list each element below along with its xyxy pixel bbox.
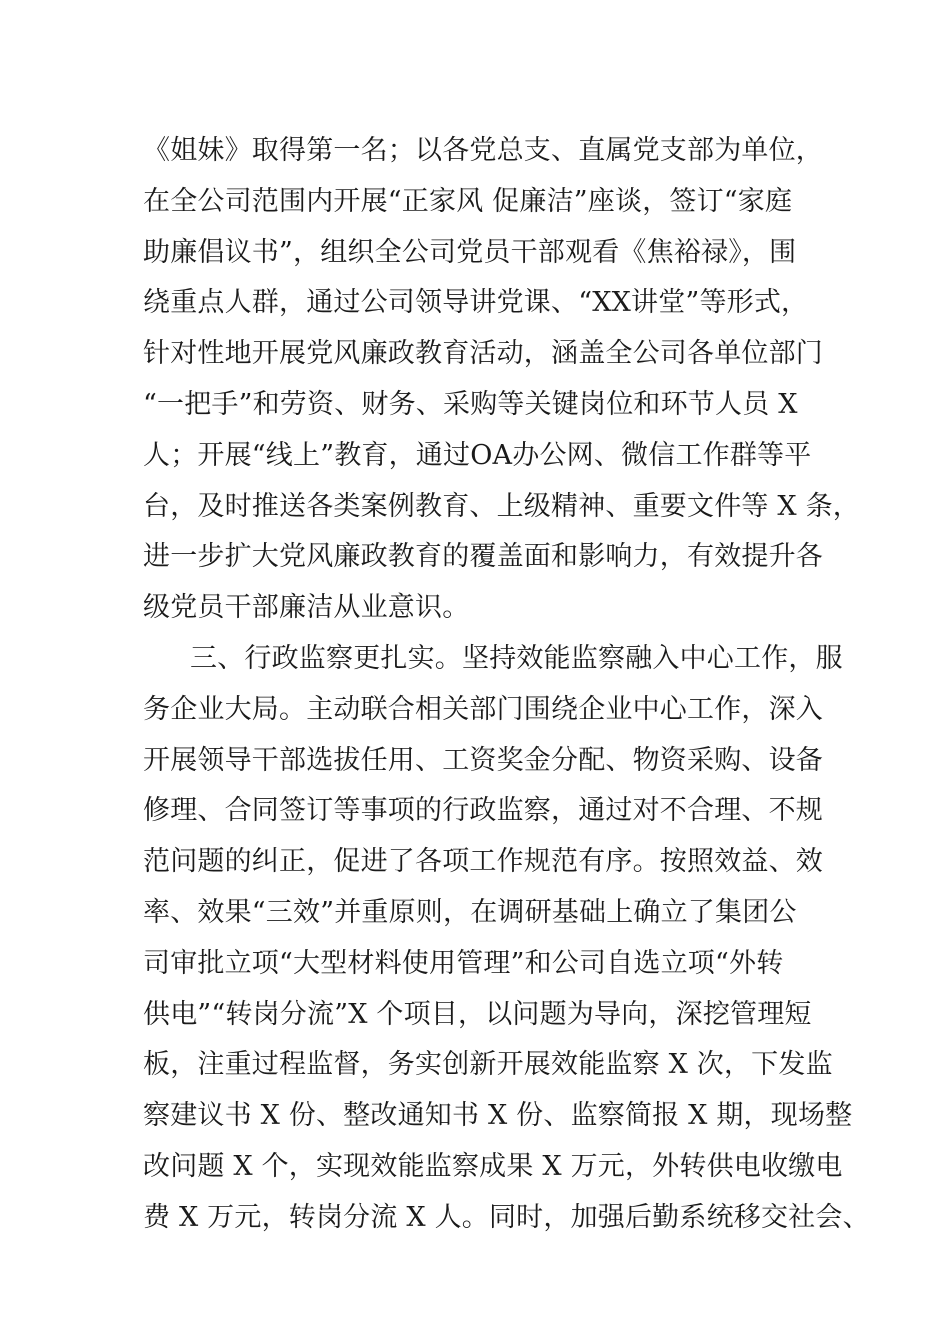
document-body [143, 126, 870, 1244]
text-line: 绕重点人群，通过公司领导讲党课、“XX讲堂”等形式， [143, 287, 809, 319]
text-line: 务企业大局。主动联合相关部门围绕企业中心工作，深入 [143, 693, 823, 725]
text-line: 级党员干部廉洁从业意识。 [143, 592, 470, 624]
text-line: 人；开展“线上”教育，通过OA办公网、微信工作群等平 [143, 439, 812, 471]
text-line: 率、效果“三效”并重原则，在调研基础上确立了集团公 [143, 896, 797, 928]
section-heading-line: 三、行政监察更扎实。坚持效能监察融入中心工作，服 [190, 642, 843, 674]
text-line: 供电”“转岗分流”X 个项目，以问题为导向，深挖管理短 [143, 998, 812, 1030]
text-line: 助廉倡议书”，组织全公司党员干部观看《焦裕禄》，围 [143, 236, 797, 268]
text-line: 在全公司范围内开展“正家风 促廉洁”座谈，签订“家庭 [143, 185, 793, 217]
text-line: 针对性地开展党风廉政教育活动，涵盖全公司各单位部门 [143, 338, 823, 370]
text-line: 改问题 X 个，实现效能监察成果 X 万元，外转供电收缴电 [143, 1150, 843, 1182]
text-line: 费 X 万元，转岗分流 X 人。同时，加强后勤系统移交社会、 [143, 1201, 870, 1233]
text-line: 板，注重过程监督，务实创新开展效能监察 X 次，下发监 [143, 1049, 833, 1081]
text-line: 开展领导干部选拔任用、工资奖金分配、物资采购、设备 [143, 744, 823, 776]
text-line: 台，及时推送各类案例教育、上级精神、重要文件等 X 条， [143, 490, 860, 522]
text-line: 司审批立项“大型材料使用管理”和公司自选立项“外转 [143, 947, 784, 979]
text-line: 进一步扩大党风廉政教育的覆盖面和影响力，有效提升各 [143, 541, 823, 573]
text-line: 范问题的纠正，促进了各项工作规范有序。按照效益、效 [143, 846, 823, 878]
text-line: “一把手”和劳资、财务、采购等关键岗位和环节人员 X [143, 388, 798, 420]
text-line: 修理、合同签订等事项的行政监察，通过对不合理、不规 [143, 795, 823, 827]
text-line: 察建议书 X 份、整改通知书 X 份、监察简报 X 期，现场整 [143, 1100, 853, 1132]
text-line: 《姐妹》取得第一名；以各党总支、直属党支部为单位， [143, 135, 823, 166]
